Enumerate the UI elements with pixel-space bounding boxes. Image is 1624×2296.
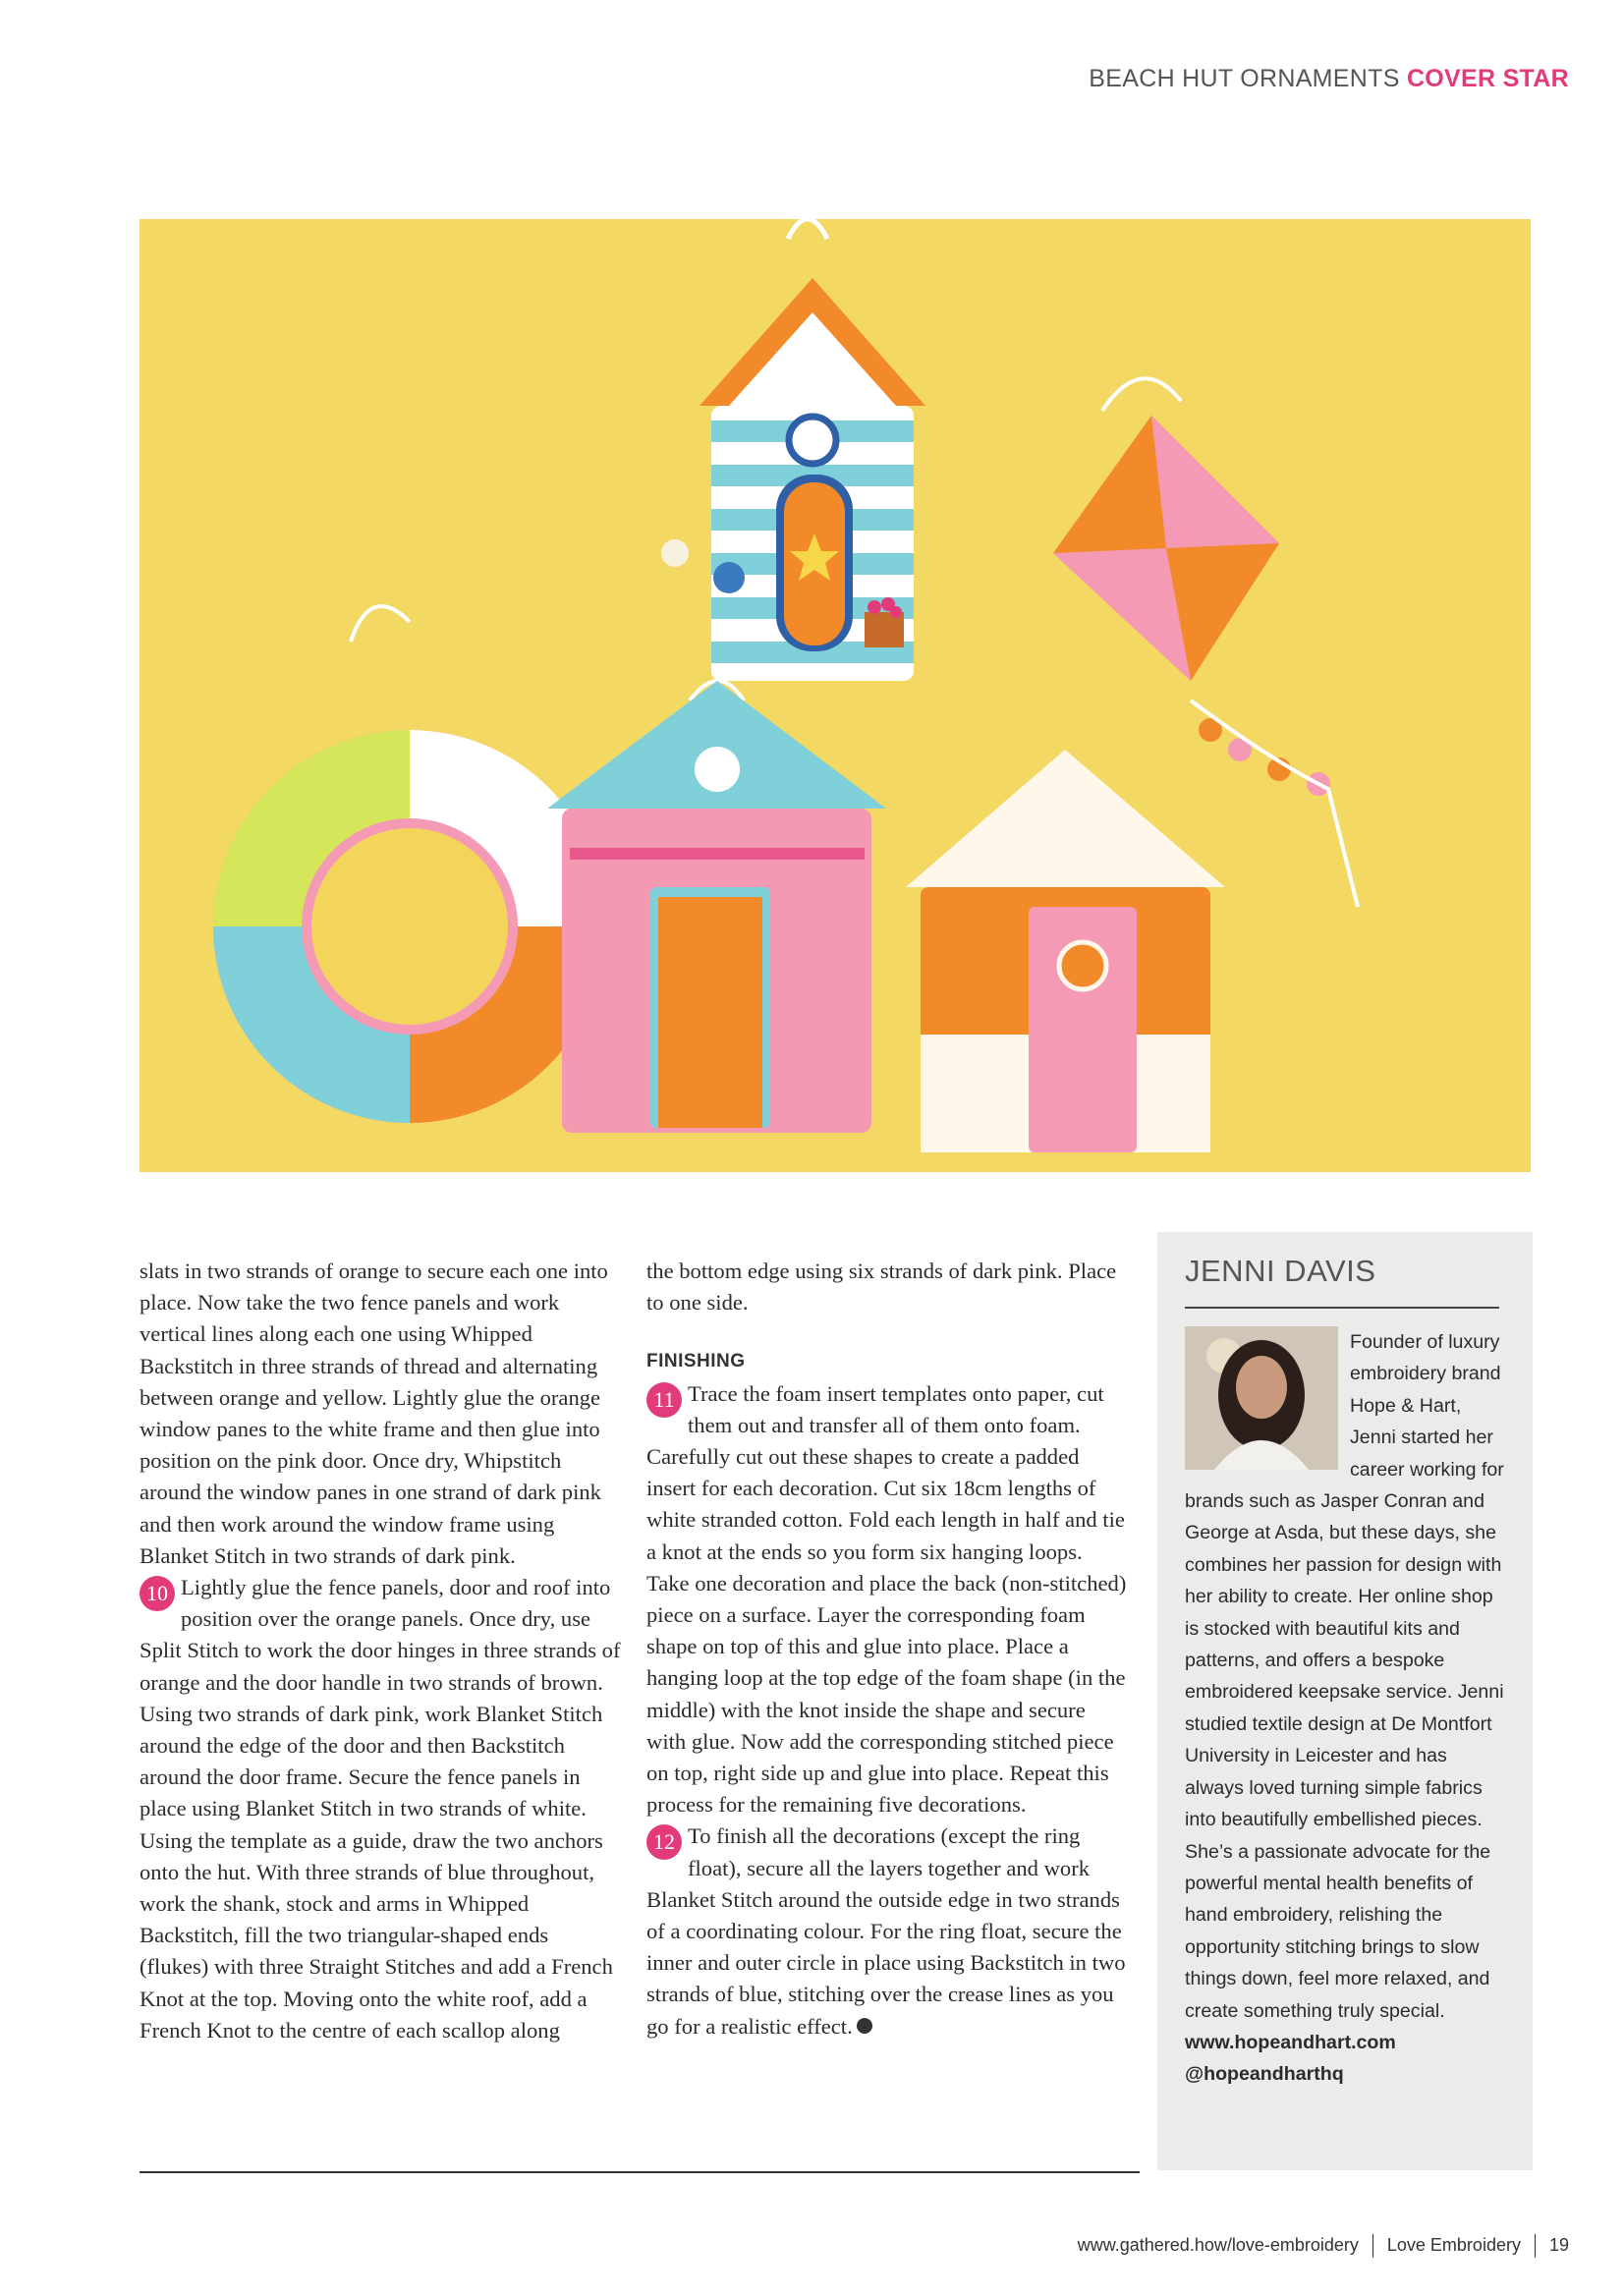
page-number: 19: [1548, 2234, 1569, 2255]
article-column-2: [646, 1256, 1128, 2043]
step-10-continued: the bottom edge using six strands of dark pink. Place to one side.: [646, 1259, 1117, 1316]
step-11: [646, 1378, 1128, 1821]
designer-name: JENNI DAVIS: [1185, 1254, 1376, 1288]
step-10-text: Lightly glue the fence panels, door and roof into position over the orange panels. Once dry, use Split Stitch to work the door hinges in three strands of orange and the door handle in two strands of brown. Using two strands of dark pink, work Blanket Stitch around the edge of the door and then Backstitch around the door frame. Secure the fence panels in place using Blanket Stitch in two strands of white. Using the template as a guide, draw the two anchors onto the hut. With three strands of blue throughout, work the shank, stock and arms in Whipped Backstitch, fill the two triangular-shaped ends (flukes) with three Straight Stitches and add a French Knot at the top. Moving onto the white roof, add a French Knot to the centre of each scallop along: [140, 1575, 621, 2043]
column-bottom-rule: [140, 2171, 1140, 2173]
header-section: BEACH HUT ORNAMENTS: [1089, 65, 1400, 92]
designer-social-handle[interactable]: @hopeandharthq: [1185, 2063, 1344, 2086]
profile-divider: [1185, 1307, 1499, 1309]
header-highlight: COVER STAR: [1406, 65, 1569, 92]
step-12: [646, 1820, 1128, 2042]
footer-magazine: Love Embroidery: [1386, 2234, 1521, 2255]
step-12-text: To finish all the decorations (except the ring float), secure all the layers together and work Blanket Stitch around the outside edge in two strands of a coordinating colour. For the ring float, secure the inner and outer circle in place using Backstitch in two strands of blue, stitching over the crease lines as you go for a realistic effect.: [646, 1823, 1126, 2039]
portrait-photo: [1185, 1326, 1338, 1470]
designer-profile-box: [1157, 1232, 1533, 2170]
designer-bio-text: Founder of luxury embroidery brand Hope & Hart, Jenni started her career working for brands such as Jasper Conran and George at Asda, but these days, she combines her passion for design with her ability to create. Her online shop is stocked with beautiful kits and patterns, and offers a bespoke embroidered keepsake service. Jenni studied textile design at De Montfort University in Leicester and has always loved turning simple fabrics into beautifully embellished pieces. She’s a passionate advocate for the powerful mental health benefits of hand embroidery, relishing the opportunity stitching brings to slow things down, feel more relaxed, and create something truly special.: [1185, 1331, 1504, 2022]
footer-separator: [1535, 2234, 1536, 2258]
designer-website[interactable]: www.hopeandhart.com: [1185, 2031, 1396, 2053]
step-11-badge: 11: [646, 1382, 682, 1418]
article-column-1: [140, 1256, 621, 2046]
step-9-continued: slats in two strands of orange to secure each one into place. Now take the two fence panels and work vertical lines along each one using Whipped Backstitch in three strands of thread and alternating between orange and yellow. Lightly glue the orange window panes to the white frame and then glue into position on the pink door. Once dry, Whipstitch around the window panes in one strand of dark pink and then work around the window frame using Blanket Stitch in two strands of dark pink.: [140, 1259, 608, 1568]
step-10-badge: 10: [140, 1576, 175, 1611]
page-footer: [1078, 2234, 1569, 2258]
step-12-badge: 12: [646, 1824, 682, 1860]
footer-url[interactable]: www.gathered.how/love-embroidery: [1077, 2234, 1359, 2255]
footer-separator: [1372, 2234, 1373, 2258]
finishing-subhead: FINISHING: [646, 1351, 746, 1372]
felt-beach-hut-ornaments-photo: [140, 219, 1531, 1172]
end-of-article-icon: [857, 2018, 872, 2034]
step-10: [140, 1572, 621, 2046]
running-header: [1089, 65, 1569, 93]
step-11-text: Trace the foam insert templates onto paper, cut them out and transfer all of them onto foam. Carefully cut out these shapes to create a padded insert for each decoration. Cut six 18cm lengths of white stranded cotton. Fold each length in half and tie a knot at the ends so you form six hanging loops. Take one decoration and place the back (non-stitched) piece on a surface. Layer the corresponding foam shape on top of this and glue into place. Place a hanging loop at the top edge of the foam shape (in the middle) with the knot inside the shape and secure with glue. Now add the corresponding stitched piece on top, right side up and glue into place. Repeat this process for the remaining five decorations.: [646, 1380, 1127, 1818]
